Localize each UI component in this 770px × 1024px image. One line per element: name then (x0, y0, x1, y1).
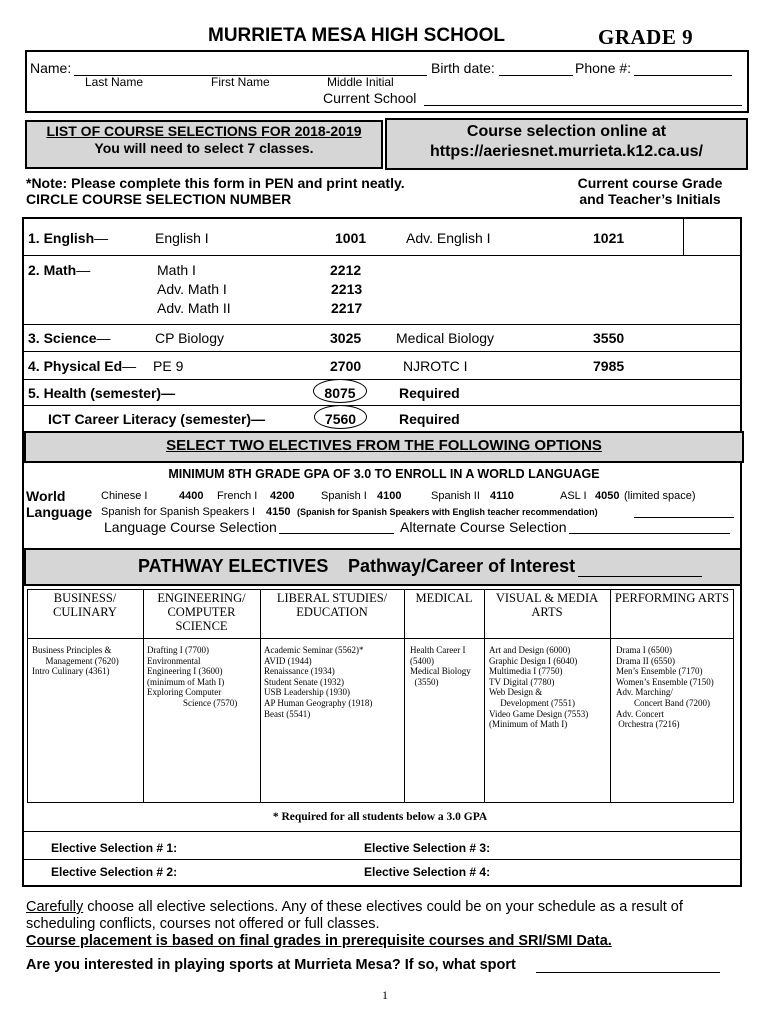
first-name-caption: First Name (211, 75, 270, 89)
sss-number[interactable]: 4150 (266, 506, 291, 518)
english-course-1: English I (155, 230, 209, 246)
pe-course-1: PE 9 (153, 358, 184, 374)
phone-field[interactable] (634, 75, 732, 76)
course-list-subtitle: You will need to select 7 classes. (94, 140, 314, 156)
pe-number-1[interactable]: 2700 (330, 358, 362, 374)
pathway-head-engineering: ENGINEERING/ COMPUTER SCIENCE (157, 591, 246, 633)
chinese-number[interactable]: 4400 (179, 490, 204, 502)
science-number-1[interactable]: 3025 (330, 330, 362, 346)
alternate-selection-field[interactable] (569, 533, 730, 534)
current-school-label: Current School (323, 90, 417, 106)
footer-line1: Carefully choose all elective selections. Any of these electives could be on your schedule as a result of (26, 899, 683, 915)
math-number-2[interactable]: 2213 (331, 281, 363, 297)
pathway-items-visual: Art and Design (6000) Graphic Design I (6040) Multimedia I (7750) TV Digital (7780) Web Design & Development (7551) Video Game Design (7553) (Minimum of Math I) (489, 645, 589, 730)
online-line1: Course selection online at (466, 123, 667, 140)
math-course-3: Adv. Math II (157, 300, 231, 316)
grade-column-divider (683, 218, 684, 255)
health-number[interactable]: 8075 (324, 385, 356, 401)
alternate-selection-label: Alternate Course Selection (400, 519, 567, 535)
current-school-field[interactable] (424, 105, 742, 106)
pathway-head-visual: VISUAL & MEDIA ARTS (495, 591, 599, 619)
chinese-course: Chinese I (101, 490, 148, 502)
course-row-health: 5. Health (semester)— (28, 385, 176, 401)
asl-course: ASL I (560, 490, 587, 502)
language-selection-label: Language Course Selection (104, 519, 277, 535)
grade-title: GRADE 9 (598, 25, 694, 49)
course-row-pe: 4. Physical Ed— (28, 358, 137, 374)
asl-number[interactable]: 4050 (595, 490, 620, 502)
name-label: Name: (30, 60, 72, 76)
course-list-title: LIST OF COURSE SELECTIONS FOR 2018-2019 (46, 123, 362, 139)
school-title: MURRIETA MESA HIGH SCHOOL (208, 25, 505, 46)
sss-line (634, 517, 734, 518)
pathway-interest-label: Pathway/Career of Interest (348, 556, 576, 576)
pathway-head-medical: MEDICAL (415, 591, 473, 605)
placement-note: Course placement is based on final grades in prerequisite courses and SRI/SMI Data. (26, 933, 612, 949)
math-number-3[interactable]: 2217 (331, 300, 363, 316)
phone-label: Phone #: (575, 60, 632, 76)
spanish2-number[interactable]: 4110 (490, 490, 514, 502)
online-url[interactable]: https://aeriesnet.murrieta.k12.ca.us/ (430, 143, 703, 160)
french-course: French I (217, 490, 258, 502)
footer-line2: scheduling conflicts, courses not offered or full classes. (26, 916, 380, 932)
elective-selection-4[interactable]: Elective Selection # 4: (364, 865, 491, 879)
sss-course: Spanish for Spanish Speakers I (101, 506, 256, 518)
spanish1-course: Spanish I (321, 490, 367, 502)
math-number-1[interactable]: 2212 (330, 262, 362, 278)
pathway-items-engineering: Drafting I (7700) Environmental Engineering I (3600) (minimum of Math I) Exploring Computer Science (7570) (147, 645, 238, 708)
gpa-note: MINIMUM 8TH GRADE GPA OF 3.0 TO ENROLL IN A WORLD LANGUAGE (168, 467, 600, 481)
pe-course-2: NJROTC I (403, 358, 468, 374)
grade-note-line1: Current course Grade (577, 175, 723, 191)
grade-note-line2: and Teacher’s Initials (579, 191, 721, 207)
english-course-2: Adv. English I (406, 230, 491, 246)
elective-selection-2[interactable]: Elective Selection # 2: (51, 865, 178, 879)
elective-selection-1[interactable]: Elective Selection # 1: (51, 841, 178, 855)
pathway-items-performing: Drama I (6500) Drama II (6550) Men’s Ensemble (7170) Women’s Ensemble (7150) Adv. Marching/ Concert Band (7200) Adv. Concert Orchestra (7216) (616, 645, 714, 730)
pe-number-2[interactable]: 7985 (593, 358, 625, 374)
birth-date-field[interactable] (499, 75, 573, 76)
science-course-1: CP Biology (155, 330, 225, 346)
note-line1: *Note: Please complete this form in PEN and print neatly. (26, 175, 405, 191)
page-number: 1 (382, 988, 388, 1002)
ict-number[interactable]: 7560 (324, 411, 357, 427)
pathway-items-medical: Health Career I (5400) Medical Biology (3550) (410, 645, 471, 687)
course-row-ict: ICT Career Literacy (semester)— (48, 411, 266, 427)
science-number-2[interactable]: 3550 (593, 330, 625, 346)
course-row-english: 1. English— (28, 230, 109, 246)
english-number-1[interactable]: 1001 (335, 230, 367, 246)
electives-header: SELECT TWO ELECTIVES FROM THE FOLLOWING OPTIONS (166, 437, 602, 454)
birth-date-label: Birth date: (431, 60, 495, 76)
pathway-items-business: Business Principles & Management (7620) Intro Culinary (4361) (32, 645, 119, 677)
sports-question: Are you interested in playing sports at Murrieta Mesa? If so, what sport (26, 957, 516, 973)
spanish2-course: Spanish II (431, 490, 480, 502)
world-language-label-1: World (26, 488, 66, 504)
gpa-required-note: * Required for all students below a 3.0 GPA (272, 811, 488, 823)
asl-note: (limited space) (624, 490, 696, 502)
science-course-2: Medical Biology (396, 330, 495, 346)
health-required: Required (399, 385, 460, 401)
math-course-1: Math I (157, 262, 196, 278)
pathway-items-liberal: Academic Seminar (5562)* AVID (1944) Renaissance (1934) Student Senate (1932) USB Leadership (1930) AP Human Geography (1918) Beast (5541) (264, 645, 373, 719)
middle-initial-caption: Middle Initial (327, 75, 394, 89)
math-course-2: Adv. Math I (157, 281, 227, 297)
pathway-head-performing: PERFORMING ARTS (614, 591, 730, 605)
sports-field[interactable] (536, 972, 720, 973)
pathway-head-liberal: LIBERAL STUDIES/ EDUCATION (276, 591, 388, 619)
course-row-science: 3. Science— (28, 330, 111, 346)
english-number-2[interactable]: 1021 (593, 230, 625, 246)
sss-note: (Spanish for Spanish Speakers with English teacher recommendation) (297, 507, 598, 517)
french-number[interactable]: 4200 (270, 490, 295, 502)
spanish1-number[interactable]: 4100 (377, 490, 402, 502)
elective-selection-3[interactable]: Elective Selection # 3: (364, 841, 491, 855)
note-line2: CIRCLE COURSE SELECTION NUMBER (26, 191, 292, 207)
pathway-title: PATHWAY ELECTIVES (138, 556, 329, 576)
pathway-head-business: BUSINESS/ CULINARY (53, 591, 117, 619)
language-selection-field[interactable] (279, 533, 394, 534)
last-name-caption: Last Name (85, 75, 144, 89)
ict-required: Required (399, 411, 460, 427)
course-row-math: 2. Math— (28, 262, 91, 278)
pathway-interest-field[interactable] (578, 576, 702, 577)
world-language-label-2: Language (26, 504, 93, 520)
